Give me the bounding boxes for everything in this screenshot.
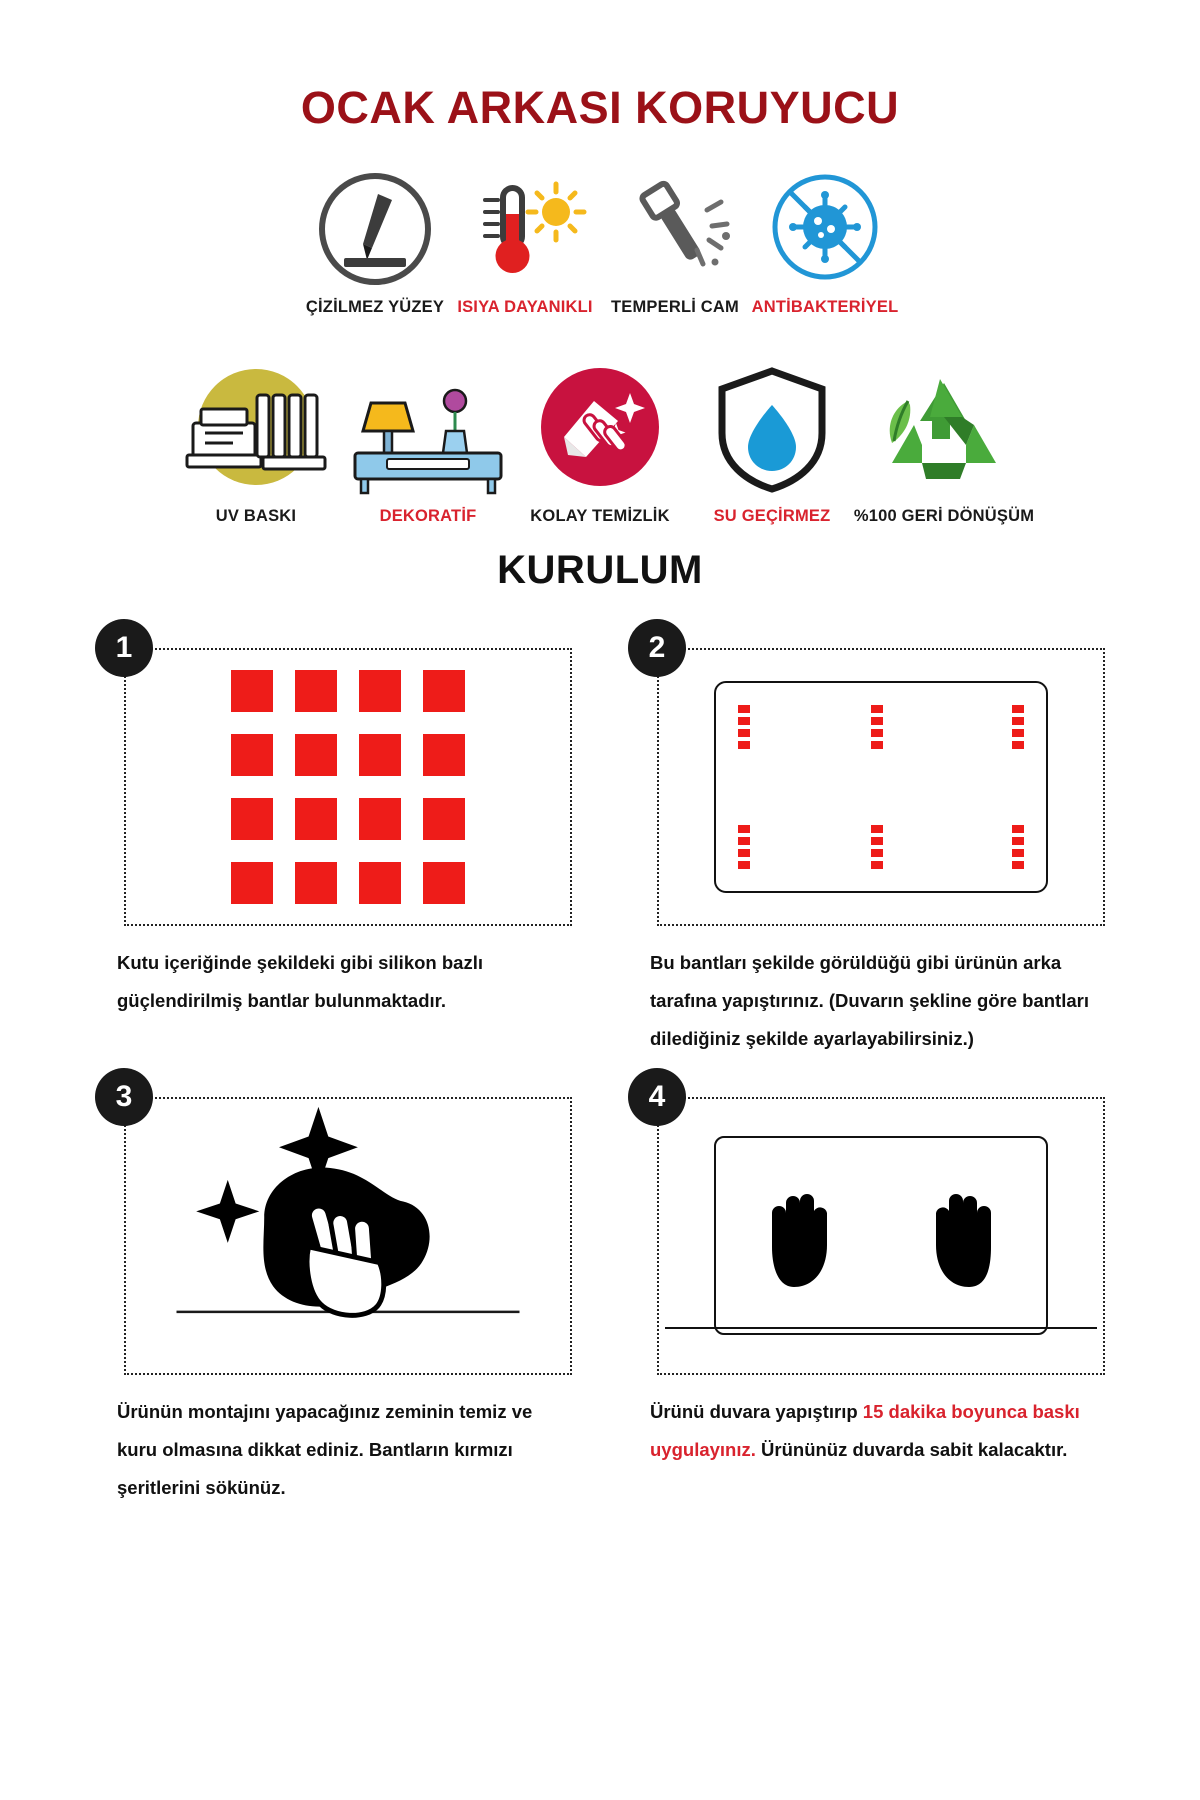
tape-strip	[1012, 825, 1024, 869]
tape-strip	[738, 825, 750, 869]
tape-strip	[1012, 705, 1024, 749]
feature-tempered-glass	[600, 170, 750, 317]
step-number-badge: 2	[628, 619, 686, 677]
step-4-description	[628, 1393, 1105, 1469]
product-panel-back	[714, 681, 1048, 893]
feature-antibacterial	[750, 170, 900, 317]
page-title: OCAK ARKASI KORUYUCU	[300, 82, 900, 133]
tape-square	[231, 798, 273, 840]
step-4-illustration	[657, 1097, 1105, 1375]
step-4-text-highlight: 15 dakika boyunca baskı uygulayınız.	[650, 1400, 1080, 1460]
feature-label: DEKORATİF	[379, 507, 477, 525]
scratch-resistant-icon	[316, 170, 434, 288]
decorative-icon	[343, 365, 513, 497]
hand-press-left-icon	[760, 1181, 838, 1291]
step-number-badge: 3	[95, 1068, 153, 1126]
feature-label: ANTİBAKTERİYEL	[751, 298, 899, 316]
installation-steps	[0, 619, 1200, 1507]
tape-square	[423, 670, 465, 712]
step-2-description: Bu bantları şekilde görüldüğü gibi ürünün arka tarafına yapıştırınız. (Duvarın şekline göre bantları dilediğiniz şekilde ayarlayabilirsiniz.)	[650, 952, 1089, 1049]
tape-strip	[871, 825, 883, 869]
product-panel-front	[714, 1136, 1048, 1335]
tape-square	[231, 734, 273, 776]
feature-heat-resistant	[450, 170, 600, 317]
uv-print-icon	[171, 365, 341, 497]
tape-square	[231, 862, 273, 904]
step-3-description: Ürünün montajını yapacağınız zeminin temiz ve kuru olmasına dikkat ediniz. Bantların kırmızı şeritlerini sökünüz.	[117, 1400, 533, 1498]
tape-square	[295, 670, 337, 712]
feature-waterproof	[686, 365, 858, 526]
tape-square	[231, 670, 273, 712]
antibacterial-icon	[763, 170, 887, 288]
feature-scratch-resistant	[300, 170, 450, 317]
step-2	[628, 619, 1105, 1058]
feature-label: ÇİZİLMEZ YÜZEY	[305, 298, 445, 316]
feature-label: SU GEÇİRMEZ	[713, 507, 831, 525]
feature-label: KOLAY TEMİZLİK	[530, 507, 670, 525]
feature-uv-print	[170, 365, 342, 526]
feature-row-secondary	[0, 365, 1200, 526]
tape-square	[423, 734, 465, 776]
tape-strip	[738, 705, 750, 749]
feature-label: ISIYA DAYANIKLI	[457, 298, 593, 316]
tape-square	[423, 798, 465, 840]
hand-press-right-icon	[925, 1181, 1003, 1291]
recycle-icon	[870, 365, 1018, 497]
step-number-badge: 4	[628, 1068, 686, 1126]
cleaning-hand-icon	[126, 1099, 570, 1373]
easy-clean-icon	[534, 365, 666, 497]
heat-resistant-icon	[461, 170, 589, 288]
tempered-glass-icon	[611, 170, 739, 288]
tape-square	[359, 734, 401, 776]
feature-row-primary	[0, 170, 1200, 317]
step-3	[95, 1068, 572, 1507]
waterproof-icon	[706, 365, 838, 497]
feature-decorative	[342, 365, 514, 526]
tape-square	[359, 798, 401, 840]
tape-square	[295, 798, 337, 840]
step-3-illustration	[124, 1097, 572, 1375]
feature-easy-clean	[514, 365, 686, 526]
step-4-text-before: Ürünü duvara yapıştırıp	[650, 1400, 863, 1422]
step-1-illustration	[124, 648, 572, 926]
feature-label: TEMPERLİ CAM	[611, 298, 739, 316]
step-1-description: Kutu içeriğinde şekildeki gibi silikon bazlı güçlendirilmiş bantlar bulunmaktadır.	[117, 952, 483, 1011]
step-1	[95, 619, 572, 1058]
installation-heading: KURULUM	[497, 548, 703, 592]
feature-label: UV BASKI	[215, 507, 297, 525]
tape-square	[359, 670, 401, 712]
step-4	[628, 1068, 1105, 1507]
tape-square	[359, 862, 401, 904]
step-4-text-after: Ürününüz duvarda sabit kalacaktır.	[755, 1438, 1068, 1460]
feature-recyclable	[853, 365, 1035, 526]
feature-label: %100 GERİ DÖNÜŞÜM	[853, 507, 1035, 525]
tape-square	[295, 734, 337, 776]
step-2-illustration	[657, 648, 1105, 926]
tape-square	[295, 862, 337, 904]
tape-square	[423, 862, 465, 904]
step-number-badge: 1	[95, 619, 153, 677]
tape-strip	[871, 705, 883, 749]
silicone-tape-grid	[231, 670, 465, 904]
floor-line	[665, 1327, 1097, 1329]
